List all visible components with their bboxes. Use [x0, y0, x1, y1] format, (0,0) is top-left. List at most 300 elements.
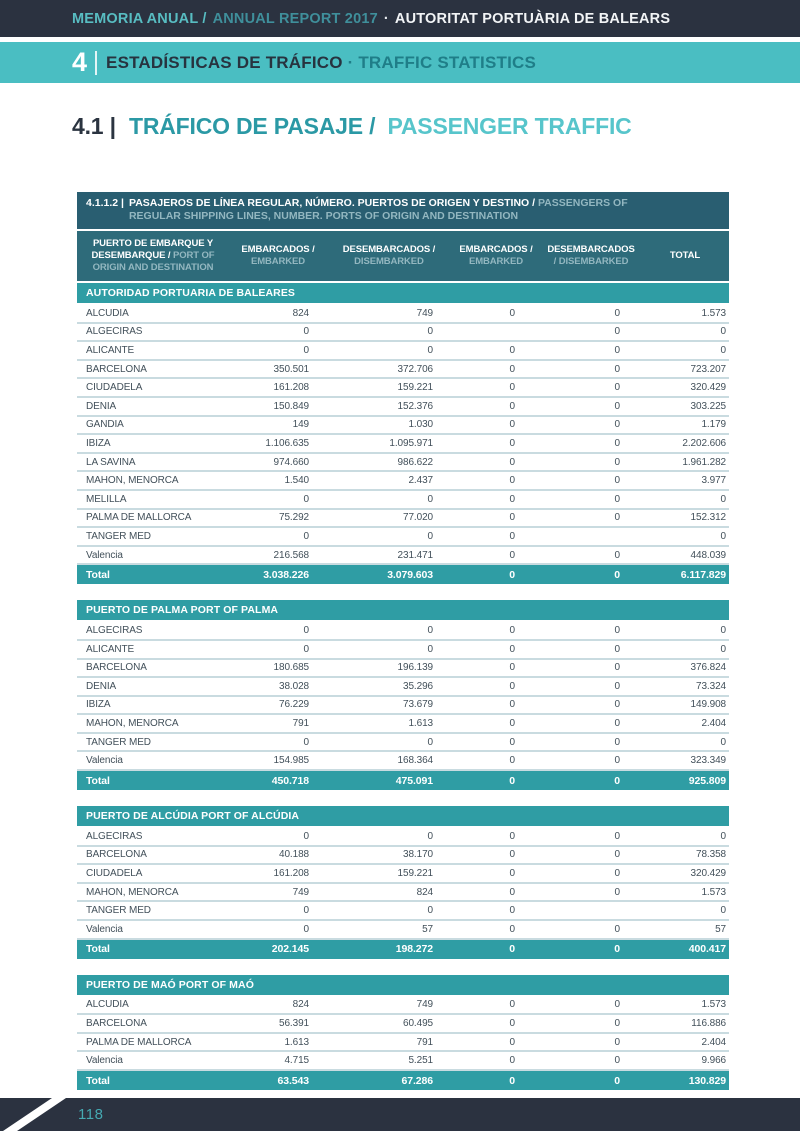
value-cell: 986.622 [327, 454, 451, 473]
value-cell: 38.028 [229, 678, 327, 697]
value-cell: 0 [541, 921, 641, 940]
value-cell: 791 [327, 1034, 451, 1053]
port-cell: IBIZA [77, 435, 229, 454]
port-cell: Valencia [77, 547, 229, 566]
table-row [77, 547, 729, 566]
port-cell: ALGECIRAS [77, 828, 229, 847]
table-row [77, 1052, 729, 1071]
value-cell: 0 [327, 902, 451, 921]
value-cell: 130.829 [688, 1074, 726, 1087]
value-cell: 974.660 [229, 454, 327, 473]
value-cell: 0 [451, 1015, 541, 1034]
value-cell: 77.020 [327, 510, 451, 529]
port-cell: Valencia [77, 752, 229, 771]
table-row [77, 715, 729, 734]
table-caption-text [129, 197, 677, 223]
page-title-es: TRÁFICO DE PASAJE / [129, 113, 376, 139]
value-cell: 749 [327, 305, 451, 324]
table-row [77, 510, 729, 529]
value-cell: 0 [641, 641, 729, 660]
value-cell: 0 [451, 828, 541, 847]
value-cell: 0 [641, 342, 729, 361]
value-cell: 152.312 [641, 510, 729, 529]
value-cell: 9.966 [641, 1052, 729, 1071]
port-cell: Total [86, 943, 110, 956]
value-cell: 0 [451, 1034, 541, 1053]
value-cell: 0 [451, 865, 541, 884]
value-cell: 350.501 [229, 361, 327, 380]
value-cell: 0 [229, 528, 327, 547]
value-cell: 0 [451, 361, 541, 380]
table-row [77, 865, 729, 884]
total-row [77, 565, 729, 584]
value-cell: 76.229 [229, 697, 327, 716]
port-cell: ALCUDIA [77, 997, 229, 1016]
table-row [77, 361, 729, 380]
value-cell: 38.170 [327, 847, 451, 866]
value-cell: 0 [509, 943, 515, 956]
value-cell: 0 [451, 472, 541, 491]
value-cell: 0 [614, 943, 620, 956]
table-row [77, 660, 729, 679]
value-cell: 1.106.635 [229, 435, 327, 454]
value-cell: 448.039 [641, 547, 729, 566]
value-cell: 73.324 [641, 678, 729, 697]
value-cell: 0 [541, 678, 641, 697]
port-cell: MAHON, MENORCA [77, 472, 229, 491]
table-row [77, 435, 729, 454]
value-cell: 0 [641, 902, 729, 921]
value-cell: 1.613 [327, 715, 451, 734]
table-row [77, 847, 729, 866]
value-cell: 0 [541, 305, 641, 324]
table-row [77, 752, 729, 771]
value-cell: 0 [541, 324, 641, 343]
table-row [77, 697, 729, 716]
page-title-number: 4.1 | [72, 113, 116, 139]
value-cell: 149 [229, 417, 327, 436]
value-cell: 475.091 [395, 774, 433, 787]
port-cell: ALCUDIA [77, 305, 229, 324]
value-cell: 2.437 [327, 472, 451, 491]
value-cell: 400.417 [688, 943, 726, 956]
chapter-divider [95, 51, 97, 75]
value-cell: 0 [451, 547, 541, 566]
annual-report-label: ANNUAL REPORT 2017 [212, 10, 378, 27]
value-cell: 0 [451, 715, 541, 734]
value-cell: 320.429 [641, 865, 729, 884]
table-row [77, 1015, 729, 1034]
table-section-total [77, 940, 729, 959]
value-cell: 0 [614, 1074, 620, 1087]
value-cell [451, 324, 541, 343]
value-cell: 0 [541, 865, 641, 884]
value-cell: 0 [614, 568, 620, 581]
value-cell: 0 [229, 622, 327, 641]
value-cell: 0 [541, 641, 641, 660]
port-cell: PALMA DE MALLORCA [77, 1034, 229, 1053]
value-cell: 168.364 [327, 752, 451, 771]
value-cell: 0 [327, 622, 451, 641]
value-cell: 0 [451, 454, 541, 473]
value-cell: 0 [641, 324, 729, 343]
value-cell: 0 [641, 734, 729, 753]
table-section-header: PUERTO DE MAÓ PORT OF MAÓ [77, 975, 729, 997]
table-row [77, 305, 729, 324]
value-cell: 0 [451, 417, 541, 436]
port-cell: BARCELONA [77, 1015, 229, 1034]
value-cell: 67.286 [401, 1074, 433, 1087]
port-cell: Valencia [77, 1052, 229, 1071]
value-cell: 0 [541, 997, 641, 1016]
value-cell: 0 [541, 1015, 641, 1034]
table-row [77, 342, 729, 361]
value-cell: 0 [451, 379, 541, 398]
chapter-separator: · [347, 52, 354, 72]
value-cell: 0 [451, 752, 541, 771]
port-cell: DENIA [77, 398, 229, 417]
port-cell: ALICANTE [77, 342, 229, 361]
total-row [77, 1071, 729, 1090]
value-cell: 0 [641, 828, 729, 847]
value-cell: 0 [541, 491, 641, 510]
value-cell: 0 [327, 734, 451, 753]
value-cell: 0 [541, 398, 641, 417]
value-cell: 0 [541, 884, 641, 903]
value-cell: 0 [451, 697, 541, 716]
value-cell: 0 [229, 734, 327, 753]
table-sections [77, 283, 729, 1090]
value-cell: 0 [541, 734, 641, 753]
value-cell: 63.543 [277, 1074, 309, 1087]
value-cell: 0 [541, 454, 641, 473]
value-cell: 0 [541, 715, 641, 734]
value-cell: 0 [327, 828, 451, 847]
table-section [77, 975, 729, 1090]
value-cell: 0 [451, 305, 541, 324]
value-cell: 0 [641, 528, 729, 547]
value-cell: 0 [509, 774, 515, 787]
value-cell: 0 [229, 342, 327, 361]
column-header-embarked-1: EMBARCADOS / EMBARKED [241, 244, 315, 267]
value-cell: 116.886 [641, 1015, 729, 1034]
total-row [77, 940, 729, 959]
page-title-en: PASSENGER TRAFFIC [387, 113, 632, 139]
port-cell: TANGER MED [77, 734, 229, 753]
value-cell: 749 [327, 997, 451, 1016]
table-row [77, 472, 729, 491]
value-cell: 0 [451, 342, 541, 361]
value-cell: 0 [541, 660, 641, 679]
value-cell: 0 [451, 1052, 541, 1071]
value-cell: 0 [614, 774, 620, 787]
value-cell: 0 [541, 510, 641, 529]
port-cell: IBIZA [77, 697, 229, 716]
authority-name: AUTORITAT PORTUÀRIA DE BALEARS [394, 10, 671, 27]
value-cell: 0 [451, 847, 541, 866]
value-cell: 1.540 [229, 472, 327, 491]
value-cell: 791 [229, 715, 327, 734]
port-cell: MELILLA [77, 491, 229, 510]
value-cell: 4.715 [229, 1052, 327, 1071]
table-column-headers [77, 231, 729, 283]
value-cell: 0 [451, 660, 541, 679]
value-cell: 376.824 [641, 660, 729, 679]
value-cell: 824 [229, 997, 327, 1016]
value-cell: 0 [541, 697, 641, 716]
value-cell: 0 [541, 472, 641, 491]
port-cell: DENIA [77, 678, 229, 697]
table-row [77, 398, 729, 417]
value-cell: 161.208 [229, 865, 327, 884]
value-cell: 1.095.971 [327, 435, 451, 454]
column-header-port: PUERTO DE EMBARQUE Y DESEMBARQUE / PORT OF ORIGIN AND DESTINATION [91, 238, 215, 273]
port-cell: Total [86, 568, 110, 581]
value-cell: 0 [327, 324, 451, 343]
value-cell: 231.471 [327, 547, 451, 566]
footer-bar [0, 1098, 800, 1131]
top-header-bar [0, 0, 800, 37]
value-cell [541, 902, 641, 921]
value-cell: 0 [229, 491, 327, 510]
value-cell: 2.404 [641, 715, 729, 734]
table-row [77, 528, 729, 547]
value-cell: 0 [327, 342, 451, 361]
value-cell: 1.573 [641, 884, 729, 903]
value-cell: 1.179 [641, 417, 729, 436]
value-cell: 161.208 [229, 379, 327, 398]
table-section-total [77, 565, 729, 584]
column-header-disembarked-2: DESEMBARCADOS / DISEMBARKED [547, 244, 635, 267]
table-caption-es: PASAJEROS DE LÍNEA REGULAR, NÚMERO. PUERTOS DE ORIGEN Y DESTINO / [128, 197, 536, 209]
value-cell: 56.391 [229, 1015, 327, 1034]
value-cell: 0 [327, 641, 451, 660]
value-cell: 749 [229, 884, 327, 903]
table-caption-bar [77, 192, 729, 231]
value-cell: 0 [541, 828, 641, 847]
value-cell: 159.221 [327, 379, 451, 398]
chapter-title-en: TRAFFIC STATISTICS [358, 52, 537, 72]
value-cell: 0 [229, 921, 327, 940]
table-section [77, 600, 729, 790]
value-cell: 372.706 [327, 361, 451, 380]
port-cell: MAHON, MENORCA [77, 884, 229, 903]
table-section-header: AUTORIDAD PORTUARIA DE BALEARES [77, 283, 729, 305]
value-cell: 57 [327, 921, 451, 940]
table-row [77, 997, 729, 1016]
value-cell: 6.117.829 [680, 568, 726, 581]
table-section-body [77, 997, 729, 1071]
value-cell: 0 [451, 622, 541, 641]
value-cell: 159.221 [327, 865, 451, 884]
table-section-header: PUERTO DE PALMA PORT OF PALMA [77, 600, 729, 622]
port-cell: BARCELONA [77, 361, 229, 380]
column-header-disembarked-1: DESEMBARCADOS / DISEMBARKED [342, 244, 436, 267]
table-section [77, 283, 729, 584]
value-cell: 303.225 [641, 398, 729, 417]
value-cell: 0 [641, 622, 729, 641]
chapter-title-es: ESTADÍSTICAS DE TRÁFICO [106, 52, 343, 72]
value-cell: 0 [451, 528, 541, 547]
table-section-body [77, 305, 729, 565]
value-cell: 0 [451, 678, 541, 697]
table-row [77, 491, 729, 510]
page-number: 118 [78, 1106, 104, 1123]
value-cell: 216.568 [229, 547, 327, 566]
value-cell: 0 [451, 491, 541, 510]
port-cell: ALGECIRAS [77, 324, 229, 343]
table-row [77, 678, 729, 697]
table-row [77, 417, 729, 436]
value-cell: 2.404 [641, 1034, 729, 1053]
port-cell: ALGECIRAS [77, 622, 229, 641]
value-cell: 0 [451, 641, 541, 660]
table-section-total [77, 1071, 729, 1090]
table-row [77, 734, 729, 753]
port-cell: TANGER MED [77, 528, 229, 547]
value-cell: 1.030 [327, 417, 451, 436]
value-cell: 1.573 [641, 305, 729, 324]
value-cell: 1.573 [641, 997, 729, 1016]
column-header-embarked-2: EMBARCADOS / EMBARKED [459, 244, 533, 267]
value-cell: 0 [541, 1052, 641, 1071]
value-cell: 1.961.282 [641, 454, 729, 473]
value-cell: 60.495 [327, 1015, 451, 1034]
value-cell: 0 [451, 435, 541, 454]
value-cell: 0 [451, 734, 541, 753]
port-cell: CIUDADELA [77, 379, 229, 398]
value-cell: 3.079.603 [387, 568, 433, 581]
table-caption-code: 4.1.1.2 | [86, 197, 124, 209]
port-cell: TANGER MED [77, 902, 229, 921]
value-cell: 0 [541, 752, 641, 771]
column-header-total: TOTAL [669, 250, 701, 261]
port-cell: Total [86, 774, 110, 787]
port-cell: Valencia [77, 921, 229, 940]
table-row [77, 622, 729, 641]
table-row [77, 884, 729, 903]
value-cell: 0 [541, 847, 641, 866]
value-cell: 824 [229, 305, 327, 324]
value-cell: 450.718 [271, 774, 309, 787]
port-cell: BARCELONA [77, 660, 229, 679]
table-row [77, 641, 729, 660]
port-cell: CIUDADELA [77, 865, 229, 884]
value-cell: 323.349 [641, 752, 729, 771]
value-cell: 0 [451, 510, 541, 529]
port-cell: GANDIA [77, 417, 229, 436]
value-cell: 320.429 [641, 379, 729, 398]
value-cell: 0 [229, 828, 327, 847]
table-row [77, 324, 729, 343]
value-cell: 180.685 [229, 660, 327, 679]
value-cell: 149.908 [641, 697, 729, 716]
value-cell: 198.272 [395, 943, 433, 956]
value-cell: 0 [509, 1074, 515, 1087]
value-cell: 0 [541, 435, 641, 454]
value-cell: 73.679 [327, 697, 451, 716]
table-row [77, 828, 729, 847]
value-cell: 75.292 [229, 510, 327, 529]
port-cell: PALMA DE MALLORCA [77, 510, 229, 529]
value-cell: 0 [229, 902, 327, 921]
value-cell: 0 [541, 379, 641, 398]
table-caption-en: PASSENGERS OF REGULAR SHIPPING LINES, NUMBER. PORTS OF ORIGIN AND DESTINATION [128, 197, 628, 222]
value-cell: 0 [327, 528, 451, 547]
value-cell: 0 [229, 641, 327, 660]
table-row [77, 902, 729, 921]
value-cell: 0 [541, 361, 641, 380]
memoria-anual-label: MEMORIA ANUAL / [72, 10, 207, 27]
value-cell: 2.202.606 [641, 435, 729, 454]
port-cell: Total [86, 1074, 110, 1087]
value-cell: 0 [451, 902, 541, 921]
page-footer [0, 1098, 800, 1131]
value-cell: 0 [541, 622, 641, 641]
value-cell: 196.139 [327, 660, 451, 679]
table-row [77, 454, 729, 473]
traffic-table [77, 192, 729, 1090]
chapter-band [0, 42, 800, 83]
value-cell: 0 [451, 398, 541, 417]
page-title [72, 113, 800, 140]
table-section-body [77, 622, 729, 771]
value-cell: 0 [327, 491, 451, 510]
value-cell: 723.207 [641, 361, 729, 380]
table-section [77, 806, 729, 959]
value-cell: 0 [541, 417, 641, 436]
value-cell: 925.809 [688, 774, 726, 787]
value-cell: 0 [541, 342, 641, 361]
value-cell: 3.038.226 [263, 568, 309, 581]
port-cell: ALICANTE [77, 641, 229, 660]
value-cell: 3.977 [641, 472, 729, 491]
value-cell: 57 [641, 921, 729, 940]
value-cell: 40.188 [229, 847, 327, 866]
port-cell: MAHON, MENORCA [77, 715, 229, 734]
value-cell: 78.358 [641, 847, 729, 866]
value-cell: 0 [451, 997, 541, 1016]
table-section-total [77, 771, 729, 790]
table-row [77, 921, 729, 940]
value-cell: 0 [541, 547, 641, 566]
value-cell: 0 [451, 884, 541, 903]
value-cell [541, 528, 641, 547]
table-row [77, 1034, 729, 1053]
value-cell: 0 [509, 568, 515, 581]
chapter-number: 4 [72, 47, 88, 77]
value-cell: 5.251 [327, 1052, 451, 1071]
table-row [77, 379, 729, 398]
value-cell: 150.849 [229, 398, 327, 417]
value-cell: 35.296 [327, 678, 451, 697]
value-cell: 824 [327, 884, 451, 903]
total-row [77, 771, 729, 790]
value-cell: 202.145 [271, 943, 309, 956]
value-cell: 0 [541, 1034, 641, 1053]
value-cell: 152.376 [327, 398, 451, 417]
value-cell: 154.985 [229, 752, 327, 771]
table-section-header: PUERTO DE ALCÚDIA PORT OF ALCÚDIA [77, 806, 729, 828]
port-cell: LA SAVINA [77, 454, 229, 473]
header-separator: · [383, 10, 389, 27]
port-cell: BARCELONA [77, 847, 229, 866]
table-section-body [77, 828, 729, 940]
value-cell: 0 [451, 921, 541, 940]
value-cell: 1.613 [229, 1034, 327, 1053]
value-cell: 0 [229, 324, 327, 343]
value-cell: 0 [641, 491, 729, 510]
